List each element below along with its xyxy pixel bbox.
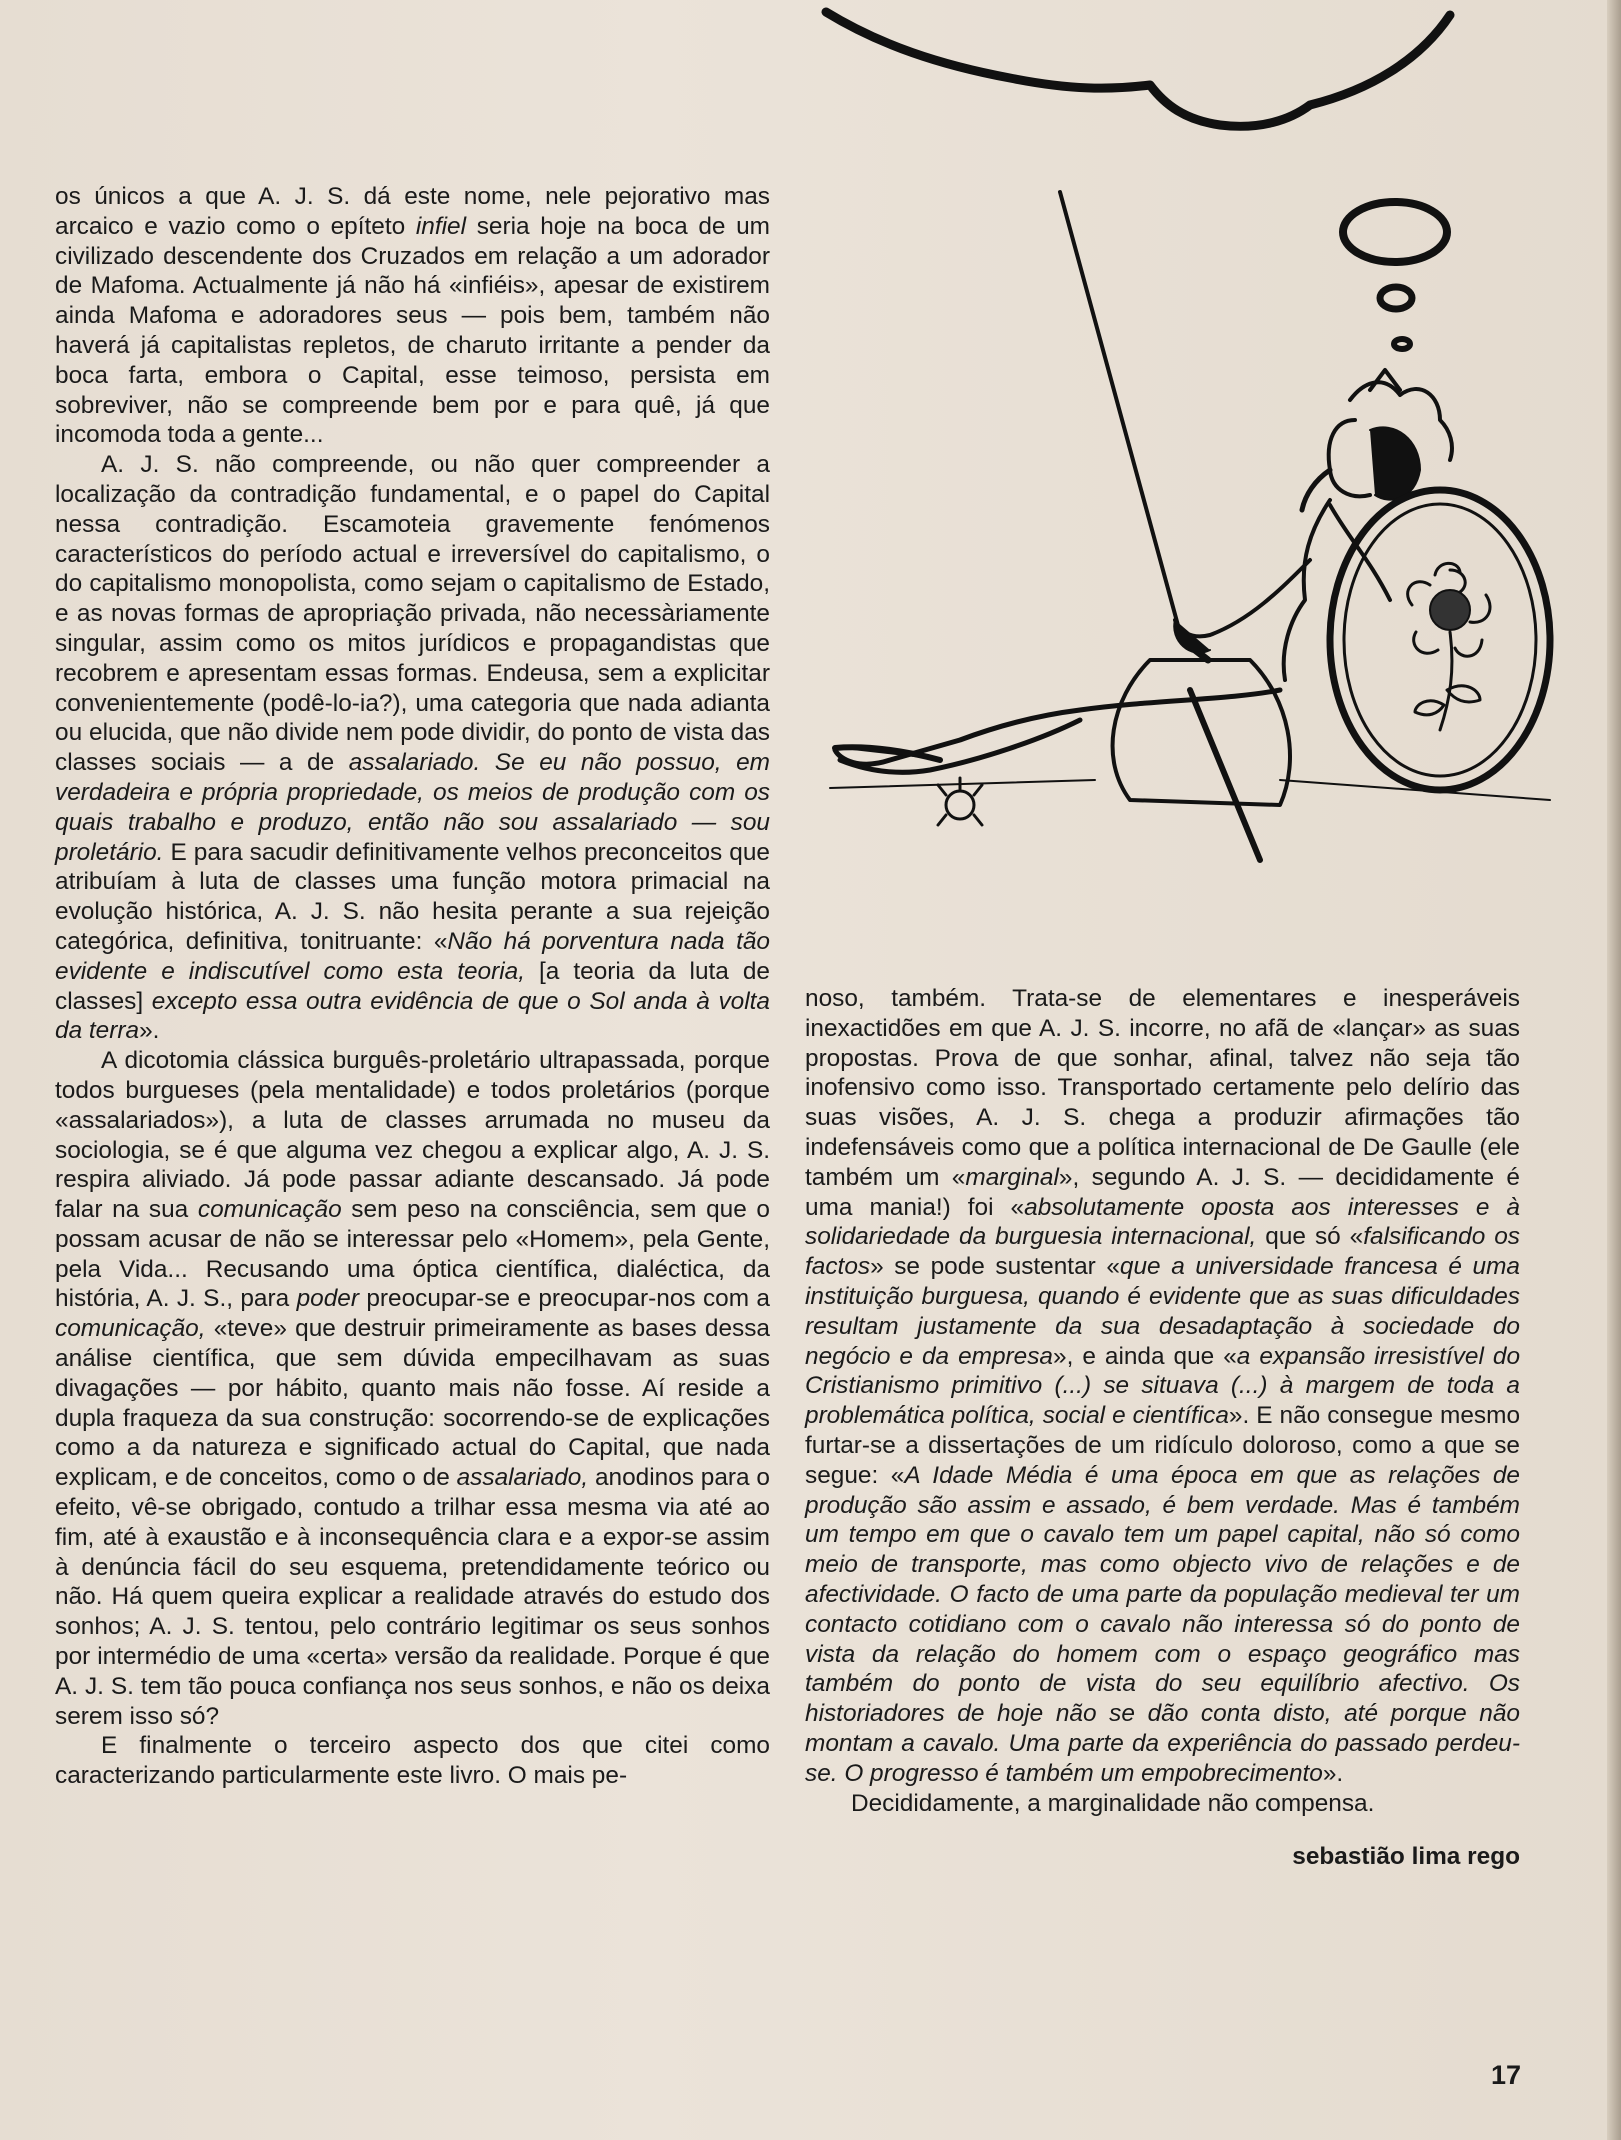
page-number: 17 bbox=[1490, 2060, 1521, 2090]
text-run: Decididamente, a marginalidade não compensa. bbox=[851, 1789, 1375, 1817]
text-run: E para sacudir definitivamente velhos preconceitos que atribuíam à luta de classes uma função motora primacial na evolução histórica, A. J. S. não hesita perante a sua rejeição categórica, definitiva, tonitruante: « bbox=[55, 838, 770, 955]
text-run: sem peso na consciência, sem que o possam acusar de não se interessar pelo «Homem», pela Gente, pela Vida... Recusando uma óptica científica, dialéctica, da história, A. J. S., para bbox=[55, 1196, 770, 1313]
italic-text: comunicação bbox=[197, 1196, 342, 1224]
text-run: que só « bbox=[1256, 1223, 1364, 1251]
page-edge bbox=[1607, 0, 1621, 2140]
article-left-column bbox=[55, 182, 770, 1791]
text-run: A. J. S. não compreende, ou não quer compreender a localização da contradição fundamental, e o papel do Capital nessa contradição. Escamoteia gravemente fenómenos característicos do período actual e irreversível do capitalismo, o do capitalismo monopolista, como sejam o capitalismo de Estado, e as novas formas de apropriação privada, não necessàriamente singular, assim como os mitos jurídicos e propagandistas que recobrem e apresentam essas formas. Endeusa, sem a explicitar convenientemente (podê-lo-ia?), uma categoria que nada adianta ou elucida, que não divide nem pode dividir, do ponto de vista das classes sociais — a de bbox=[55, 451, 770, 777]
text-run: », segundo A. J. S. — decididamente é uma mania!) foi « bbox=[805, 1163, 1521, 1221]
italic-text: marginal bbox=[965, 1163, 1059, 1191]
text-run: seria hoje na boca de um civilizado descendente dos Cruzados em relação a um adorador de Mafoma. Actualmente já não há «infiéis», apesar de existirem ainda Mafoma e adoradores seus — pois bem, também não haverá já capitalistas repletos, de charuto irritante a pender da boca farta, embora o Capital, esse teimoso, persista em sobreviver, não se compreende bem por e para quê, já que incomoda toda a gente... bbox=[55, 212, 770, 449]
paragraph bbox=[55, 1731, 770, 1791]
text-run: ». bbox=[1322, 1759, 1344, 1787]
paragraph bbox=[55, 182, 770, 450]
text-run: anodinos para o efeito, vê-se obrigado, contudo a trilhar essa mesma via até ao fim, até à exaustão e à inconsequência clara e a expor-se assim à denúncia fácil do seu esquema, pretendidamente teórico ou não. Há quem queira explicar a realidade através do estudo dos sonhos; A. J. S. tentou, pelo contrário legitimar os seus sonhos por intermédio de uma «certa» versão da realidade. Porque é que A. J. S. tem tão pouca confiança nos seus sonhos, e não os deixa serem isso só? bbox=[55, 1464, 770, 1730]
italic-text: A Idade Média é uma época em que as relações de produção são assim e assado, é bem verdade. Mas é também um tempo em que o cavalo tem um papel capital, não só como meio de transporte, mas como objecto vivo de relações e de afectividade. O facto de uma parte da população medieval ter um contacto cotidiano com o cavalo não interessa só do ponto de vista da relação do homem com o espaço geográfico mas também do ponto de vista do seu equilíbrio afectivo. Os historiadores de hoje não se dão conta disto, até porque não montam a cavalo. Uma parte da experiência do passado perdeu-se. O progresso é também um empobrecimento bbox=[805, 1461, 1520, 1787]
text-run: ». E não consegue mesmo furtar-se a dissertações de um ridículo doloroso, como a que se segue: « bbox=[805, 1402, 1521, 1489]
italic-text: que a universidade francesa é uma instituição burguesa, quando é evidente que as suas dificuldades resultam justamente da sua desadaptação à sociedade do negócio e da empresa bbox=[805, 1253, 1520, 1370]
text-run: » se pode sustentar « bbox=[870, 1253, 1120, 1281]
paragraph bbox=[55, 450, 770, 1046]
italic-text: excepto essa outra evidência de que o Sol anda à volta da terra bbox=[55, 987, 770, 1045]
text-run: [a teoria da luta de classes] bbox=[55, 957, 770, 1015]
article-right-column bbox=[805, 984, 1520, 1872]
paragraph bbox=[805, 984, 1520, 1789]
italic-text: Não há porventura nada tão evidente e indiscutível como esta teoria, bbox=[55, 927, 770, 985]
text-run: «teve» que destruir primeiramente as bases dessa análise científica, que sem dúvida empecilhavam as suas divagações — por hábito, quanto mais não fosse. Aí reside a dupla fraqueza da sua construção: socorrendo-se de explicações como a da natureza e significado actual do Capital, que nada explicam, e de conceitos, como o de bbox=[55, 1315, 770, 1492]
text-run: ». bbox=[139, 1017, 160, 1045]
paragraph bbox=[55, 1046, 770, 1731]
italic-text: falsificando os factos bbox=[805, 1223, 1520, 1281]
text-run: noso, também. Trata-se de elementares e inesperáveis inexactidões em que A. J. S. incorre, no afã de «lançar» as suas propostas. Prova de que sonhar, afinal, talvez não seja tão inofensivo como isso. Transportado certamente pelo delírio das suas visões, A. J. S. chega a produzir afirmações tão indefensáveis como que a política internacional de De Gaulle (ele também um « bbox=[805, 985, 1520, 1191]
text-run: preocupar-se e preocupar-nos com a bbox=[358, 1285, 770, 1313]
don-quixote-dreaming-illustration bbox=[810, 0, 1560, 880]
italic-text: comunicação, bbox=[55, 1315, 206, 1343]
author-signature: sebastião lima rego bbox=[1292, 1843, 1520, 1871]
text-run: », e ainda que « bbox=[1053, 1342, 1237, 1370]
italic-text: infiel bbox=[415, 212, 467, 240]
text-run: A dicotomia clássica burguês-proletário ultrapassada, porque todos burgueses (pela mentalidade) e todos proletários (porque «assalariados»), a luta de classes arrumada no museu da sociologia, se é que alguma vez chegou a explicar algo, A. J. S. respira aliviado. Já pode passar adiante descansado. Já pode falar na sua bbox=[55, 1047, 770, 1224]
italic-text: assalariado, bbox=[456, 1464, 589, 1492]
text-run: os únicos a que A. J. S. dá este nome, nele pejorativo mas arcaico e vazio como o epíteto bbox=[55, 183, 770, 240]
italic-text: poder bbox=[296, 1285, 359, 1313]
italic-text: a expansão irresistível do Cristianismo primitivo (...) se situava (...) à margem de toda a problemática política, social e científica bbox=[805, 1342, 1521, 1430]
paragraph bbox=[805, 1789, 1520, 1819]
italic-text: assalariado. Se eu não possuo, em verdadeira e própria propriedade, os meios de produção com os quais trabalho e produzo, então não sou assalariado — sou proletário. bbox=[55, 749, 770, 866]
text-run: E finalmente o terceiro aspecto dos que citei como caracterizando particularmente este livro. O mais pe- bbox=[55, 1732, 770, 1790]
italic-text: absolutamente oposta aos interesses e à solidariedade da burguesia internacional, bbox=[805, 1193, 1520, 1251]
